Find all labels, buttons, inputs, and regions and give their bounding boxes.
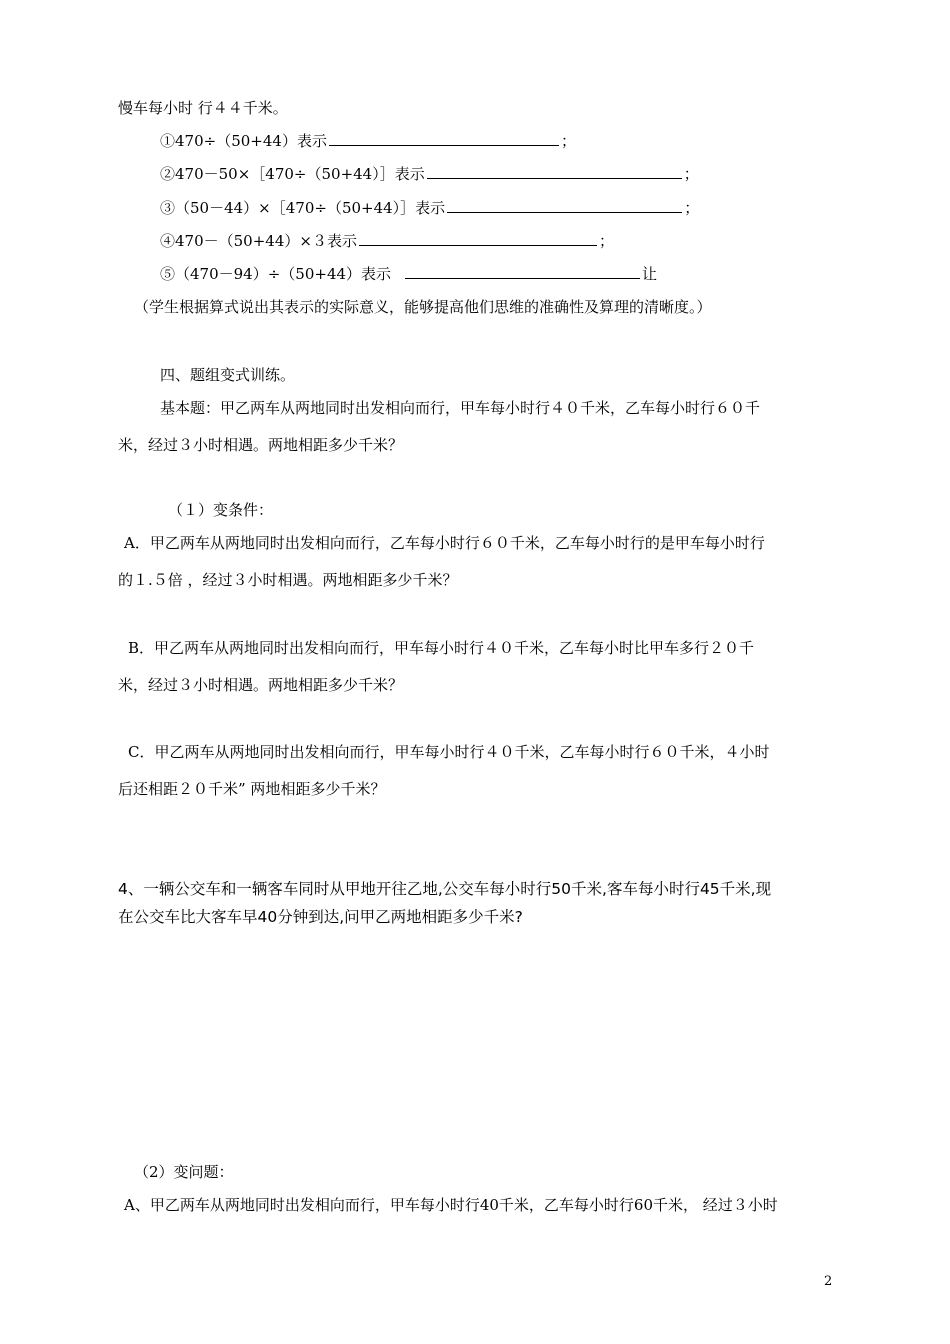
expression-end: ； xyxy=(598,232,614,250)
expression-5 xyxy=(160,263,657,285)
answer-blank[interactable] xyxy=(405,264,640,279)
teaching-note: （学生根据算式说出其表示的实际意义，能够提高他们思维的准确性及算理的清晰度。） xyxy=(134,298,712,316)
expression-end: ； xyxy=(560,132,576,150)
answer-blank[interactable] xyxy=(329,131,559,146)
expression-text: ④470－（50+44）×３表示 xyxy=(160,232,357,250)
expression-4 xyxy=(160,230,614,252)
variant-a-line-1: A．甲乙两车从两地同时出发相向而行，乙车每小时行６０千米，乙车每小时行的是甲车每小时行 xyxy=(124,534,765,552)
subsection-heading-2: （2）变问题： xyxy=(134,1163,234,1181)
variant-c-line-1: C．甲乙两车从两地同时出发相向而行，甲车每小时行４０千米，乙车每小时行６０千米，４小时 xyxy=(128,743,770,761)
variant-a-line-2: 的１.５倍 ，经过３小时相遇。两地相距多少千米？ xyxy=(118,571,458,589)
expression-3 xyxy=(160,197,699,219)
expression-end: ； xyxy=(683,165,699,183)
expression-text: ⑤（470－94）÷（50+44）表示 xyxy=(160,265,392,283)
expression-text: ③（50－44）×［470÷（50+44）］表示 xyxy=(160,199,446,217)
expression-end: ； xyxy=(684,199,700,217)
variant-a2-line-1: A、甲乙两车从两地同时出发相向而行，甲车每小时行40千米，乙车每小时行60千米， 经过３小时 xyxy=(124,1196,778,1214)
page-number: 2 xyxy=(824,1274,833,1289)
question-4-line-1: 4、一辆公交车和一辆客车同时从甲地开往乙地,公交车每小时行50千米,客车每小时行45千米,现 xyxy=(118,880,772,898)
question-4-line-2: 在公交车比大客车早40分钟到达,问甲乙两地相距多少千米? xyxy=(118,908,523,926)
basic-question-line-1: 基本题：甲乙两车从两地同时出发相向而行，甲车每小时行４０千米，乙车每小时行６０千 xyxy=(160,399,761,417)
expression-2 xyxy=(160,163,699,185)
expression-text: ②470－50×［470÷（50+44）］表示 xyxy=(160,165,425,183)
variant-b-line-2: 米，经过３小时相遇。两地相距多少千米？ xyxy=(118,676,404,694)
expression-1 xyxy=(160,130,576,152)
text-line: 慢车每小时 行４４千米。 xyxy=(118,99,288,117)
section-heading: 四、题组变式训练。 xyxy=(160,366,296,384)
expression-text: ①470÷（50+44）表示 xyxy=(160,132,327,150)
answer-blank[interactable] xyxy=(359,231,597,246)
basic-question-line-2: 米，经过３小时相遇。两地相距多少千米？ xyxy=(118,436,404,454)
answer-blank[interactable] xyxy=(427,164,682,179)
variant-c-line-2: 后还相距２０千米” 两地相距多少千米？ xyxy=(118,780,386,798)
variant-b-line-1: B．甲乙两车从两地同时出发相向而行，甲车每小时行４０千米，乙车每小时比甲车多行２０千 xyxy=(128,639,755,657)
expression-end: 让 xyxy=(642,265,658,283)
subsection-heading: （１）变条件： xyxy=(168,501,274,519)
answer-blank[interactable] xyxy=(447,198,682,213)
